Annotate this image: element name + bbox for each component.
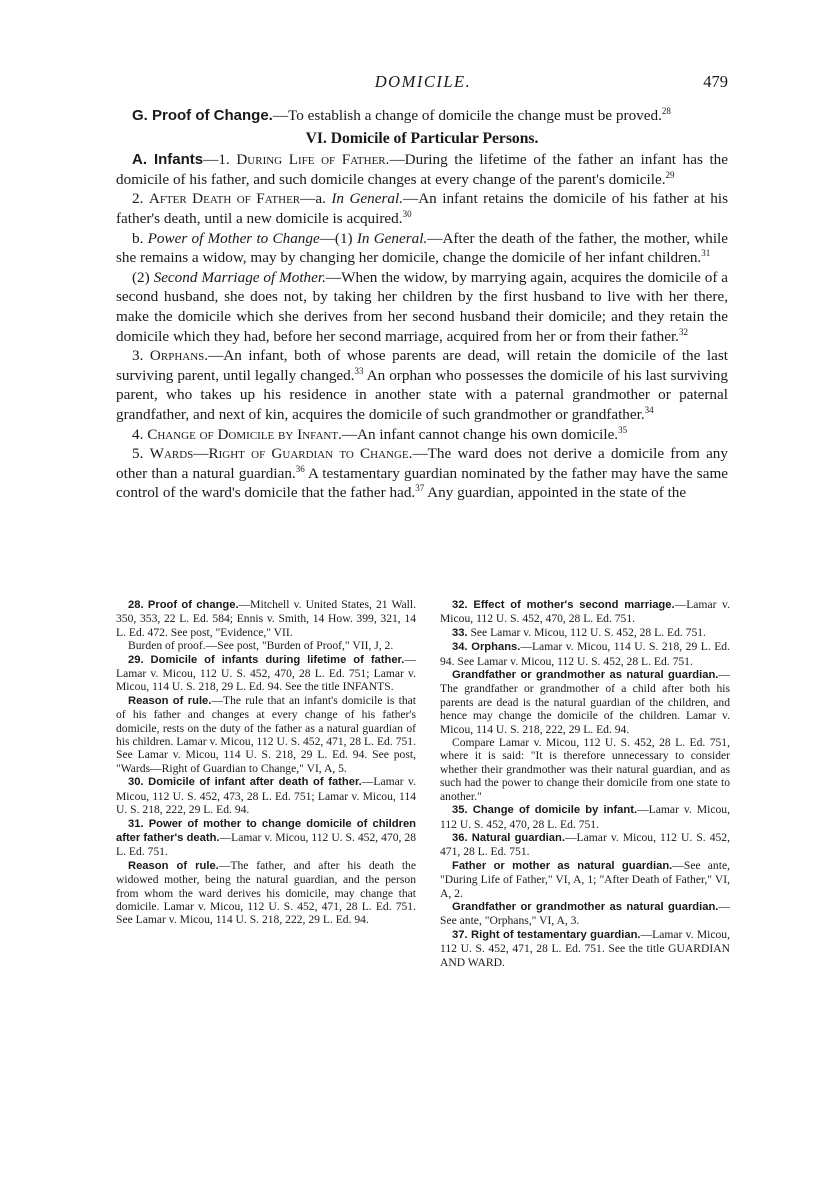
text-g: —To establish a change of domicile the change must be proved. (272, 107, 662, 124)
footnote-heading: 34. Orphans. (452, 641, 521, 654)
italic-heading: Second Marriage of Mother. (153, 268, 326, 286)
footnote-heading: 30. Domicile of infant after death of father. (128, 776, 362, 789)
footnote-text: —Lamar v. Micou, 112 U. S. 452, 470, 28 L. Ed. 751; Lamar v. Micou, 114 U. S. 218, 29 L. Ed. 94. See the title INFANTS. (116, 652, 416, 694)
subheading: After Death of Father (148, 190, 301, 208)
footnote-heading: 28. Proof of change. (128, 599, 239, 611)
main-text (116, 106, 728, 503)
number: 5. (132, 445, 150, 463)
italic-heading: In General. (356, 229, 428, 247)
footnote-text: —Lamar v. Micou, 114 U. S. 218, 29 L. Ed. 94. See Lamar v. Micou, 112 U. S. 452, 28 L. Ed. 751. (440, 640, 730, 668)
footnote-34c: Compare Lamar v. Micou, 112 U. S. 452, 28 L. Ed. 751, where it is said: "It is therefore unnecessary to consider whether their grandmother was their natural guardian, and as such had the power to change their domicile from one state to another." (440, 736, 730, 803)
footnote-heading: Father or mother as natural guardian. (452, 859, 673, 872)
subheading: Change of Domicile by Infant. (147, 425, 342, 443)
footnote-heading: Reason of rule. (128, 859, 219, 872)
footnote-ref: 36 (295, 463, 305, 474)
footnote-text: —Mitchell v. United States, 21 Wall. 350, 353, 22 L. Ed. 584; Ennis v. Smith, 14 How. 399, 321, 14 L. Ed. 472. See post, "Evidence," VII. (116, 598, 417, 639)
footnote-36c (440, 900, 730, 928)
number: 2. (132, 190, 149, 208)
paragraph-mother-power (116, 229, 728, 268)
footnote-ref: 34 (644, 404, 654, 415)
subheading: Orphans. (149, 347, 209, 365)
text: —During the lifetime of the father an infant has the domicile of his father, and such domicile changes at every change of the parent's domicile. (116, 151, 729, 188)
number: —(1) (319, 229, 357, 247)
footnote-text: —Lamar v. Micou, 112 U. S. 452, 471, 28 L. Ed. 751. (440, 830, 730, 859)
footnote-text: —The grandfather or grandmother of a child after both his parents are dead is the natural guardian of the children, and hence may change the domicile of the children. Lamar v. Micou, 114 U. S. 218, 222, 29 L. Ed. 94. (440, 668, 730, 736)
italic-heading: In General. (331, 190, 404, 208)
text: —An infant, both of whose parents are dead, will retain the domicile of the last surviving parent, until legally changed. (116, 347, 728, 384)
paragraph-wards (116, 444, 728, 503)
running-head: DOMICILE. (374, 72, 472, 91)
footnote-29b (116, 694, 416, 775)
footnote-ref: 29 (665, 169, 675, 180)
footnote-heading: Grandfather or grandmother as natural guardian. (452, 900, 719, 913)
italic-heading: Power of Mother to Change (147, 229, 320, 247)
subheading: Wards—Right of Guardian to Change. (149, 445, 413, 463)
footnote-heading: Grandfather or grandmother as natural guardian. (452, 669, 719, 682)
footnotes-right-column (440, 598, 730, 969)
text: —An infant retains the domicile of his father at his father's death, until a new domicile is acquired. (116, 190, 729, 227)
footnote-32 (440, 598, 730, 626)
footnote-ref: 35 (618, 424, 628, 435)
text: —When the widow, by marrying again, acquires the domicile of a second husband, she does not, by taking her children by the first husband to live with her there, make the domicile which she derives from her second husband their domicile; and they retain the domicile which they had, before her second marriage, acquired from her or from their father. (116, 268, 729, 345)
section-title: VI. Domicile of Particular Persons. (305, 129, 539, 147)
text: Any guardian, appointed in the state of the (424, 484, 687, 502)
footnote-text: See Lamar v. Micou, 112 U. S. 452, 28 L. Ed. 751. (467, 625, 706, 639)
footnote-ref: 31 (701, 248, 711, 259)
footnote-heading: 35. Change of domicile by infant. (452, 804, 638, 817)
footnote-34b (440, 668, 730, 736)
footnote-35 (440, 803, 730, 831)
heading-g: G. Proof of Change. (132, 107, 273, 124)
footnote-ref: 37 (415, 483, 425, 494)
footnote-29 (116, 653, 416, 694)
footnote-heading: 31. Power of mother to change domicile of children after father's death. (116, 817, 416, 844)
text: An orphan who possesses the domicile of his last surviving parent, who takes up his residence in another state with a paternal grandmother or paternal grandfather, and next of kin, acquires the domicile of such grandmother or grandfather. (116, 366, 728, 423)
number: (2) (132, 268, 154, 286)
paragraph-change-by-infant (116, 425, 728, 445)
footnote-text: —The rule that an infant's domicile is that of his father and changes at every change of his father's domicile, rests on the duty of the father as a natural guardian of his children. Lamar v. Micou, 112 U. S. 452, 471, 28 L. Ed. 751. See Lamar v. Micou, 114 U. S. 218, 29 L. Ed. 94. See post, "Wards—Right of Guardian to Change," VI, A, 5. (116, 693, 416, 775)
text: —The ward does not derive a domicile from any other than a natural guardian. (116, 445, 728, 482)
footnote-text: —See ante, "During Life of Father," VI, A, 1; "After Death of Father," VI, A, 2. (440, 858, 730, 900)
footnote-heading: 32. Effect of mother's second marriage. (452, 599, 675, 611)
footnote-text: —Lamar v. Micou, 112 U. S. 452, 473, 28 L. Ed. 751; Lamar v. Micou, 114 U. S. 218, 222, 29 L. Ed. 94. (116, 775, 417, 817)
footnote-text: —See ante, "Orphans," VI, A, 3. (440, 899, 730, 928)
footnote-30 (116, 775, 416, 816)
subheading: During Life of Father. (236, 151, 390, 169)
footnote-33 (440, 626, 730, 640)
footnote-34 (440, 640, 730, 668)
number: b. (132, 229, 148, 247)
footnote-ref: 32 (678, 326, 688, 337)
text: —After the death of the father, the mother, while she remains a widow, may by changing her domicile, change the domicile of her infant children. (116, 229, 729, 267)
footnote-heading: 33. (452, 626, 468, 639)
footnote-31 (116, 817, 416, 859)
footnote-36b (440, 859, 730, 900)
footnote-37 (440, 928, 730, 969)
footnote-heading: 29. Domicile of infants during lifetime of father. (128, 653, 405, 666)
paragraph-proof-of-change (116, 106, 728, 126)
number: 4. (132, 425, 148, 443)
footnote-ref: 30 (402, 208, 412, 219)
footnote-heading: 36. Natural guardian. (452, 831, 565, 844)
heading-a: A. Infants (132, 151, 204, 169)
footnote-28b: Burden of proof.—See post, "Burden of Proof," VII, J, 2. (128, 639, 394, 653)
footnote-ref: 33 (354, 365, 364, 376)
footnote-text: —Lamar v. Micou, 112 U. S. 452, 471, 28 L. Ed. 751. See the title GUARDIAN AND WARD. (440, 927, 730, 969)
paragraph-second-marriage (116, 268, 728, 346)
paragraph-infants-1 (116, 150, 728, 189)
footnote-31b (116, 859, 416, 927)
footnote-text: —The father, and after his death the widowed mother, being the natural guardian, and the person from whom the ward derives his domicile, may change that domicile. Lamar v. Micou, 112 U. S. 452, 471, 28 L. Ed. 751. See Lamar v. Micou, 114 U. S. 218, 222, 29 L. Ed. 94. (116, 858, 416, 927)
footnote-ref: 28 (661, 105, 671, 116)
number: 3. (132, 347, 150, 365)
page-header (118, 72, 728, 92)
paragraph-infants-2 (116, 189, 728, 228)
footnotes-left-column (116, 598, 416, 927)
footnote-text: —Lamar v. Micou, 112 U. S. 452, 470, 28 L. Ed. 751. (440, 803, 730, 831)
number: —1. (203, 151, 237, 169)
footnote-text: —Lamar v. Micou, 112 U. S. 452, 470, 28 L. Ed. 751. (440, 598, 731, 626)
footnote-text: —Lamar v. Micou, 112 U. S. 452, 470, 28 L. Ed. 751. (116, 830, 416, 859)
page-number: 479 (703, 72, 728, 91)
text: A testamentary guardian nominated by the father may have the same control of the ward's domicile that the father had. (116, 464, 728, 502)
number: —a. (300, 190, 332, 208)
footnote-heading: 37. Right of testamentary guardian. (452, 928, 641, 941)
footnote-36 (440, 831, 730, 859)
footnote-28 (116, 598, 416, 639)
paragraph-orphans (116, 346, 728, 424)
footnote-heading: Reason of rule. (128, 694, 212, 707)
text: —An infant cannot change his own domicile. (341, 425, 619, 443)
